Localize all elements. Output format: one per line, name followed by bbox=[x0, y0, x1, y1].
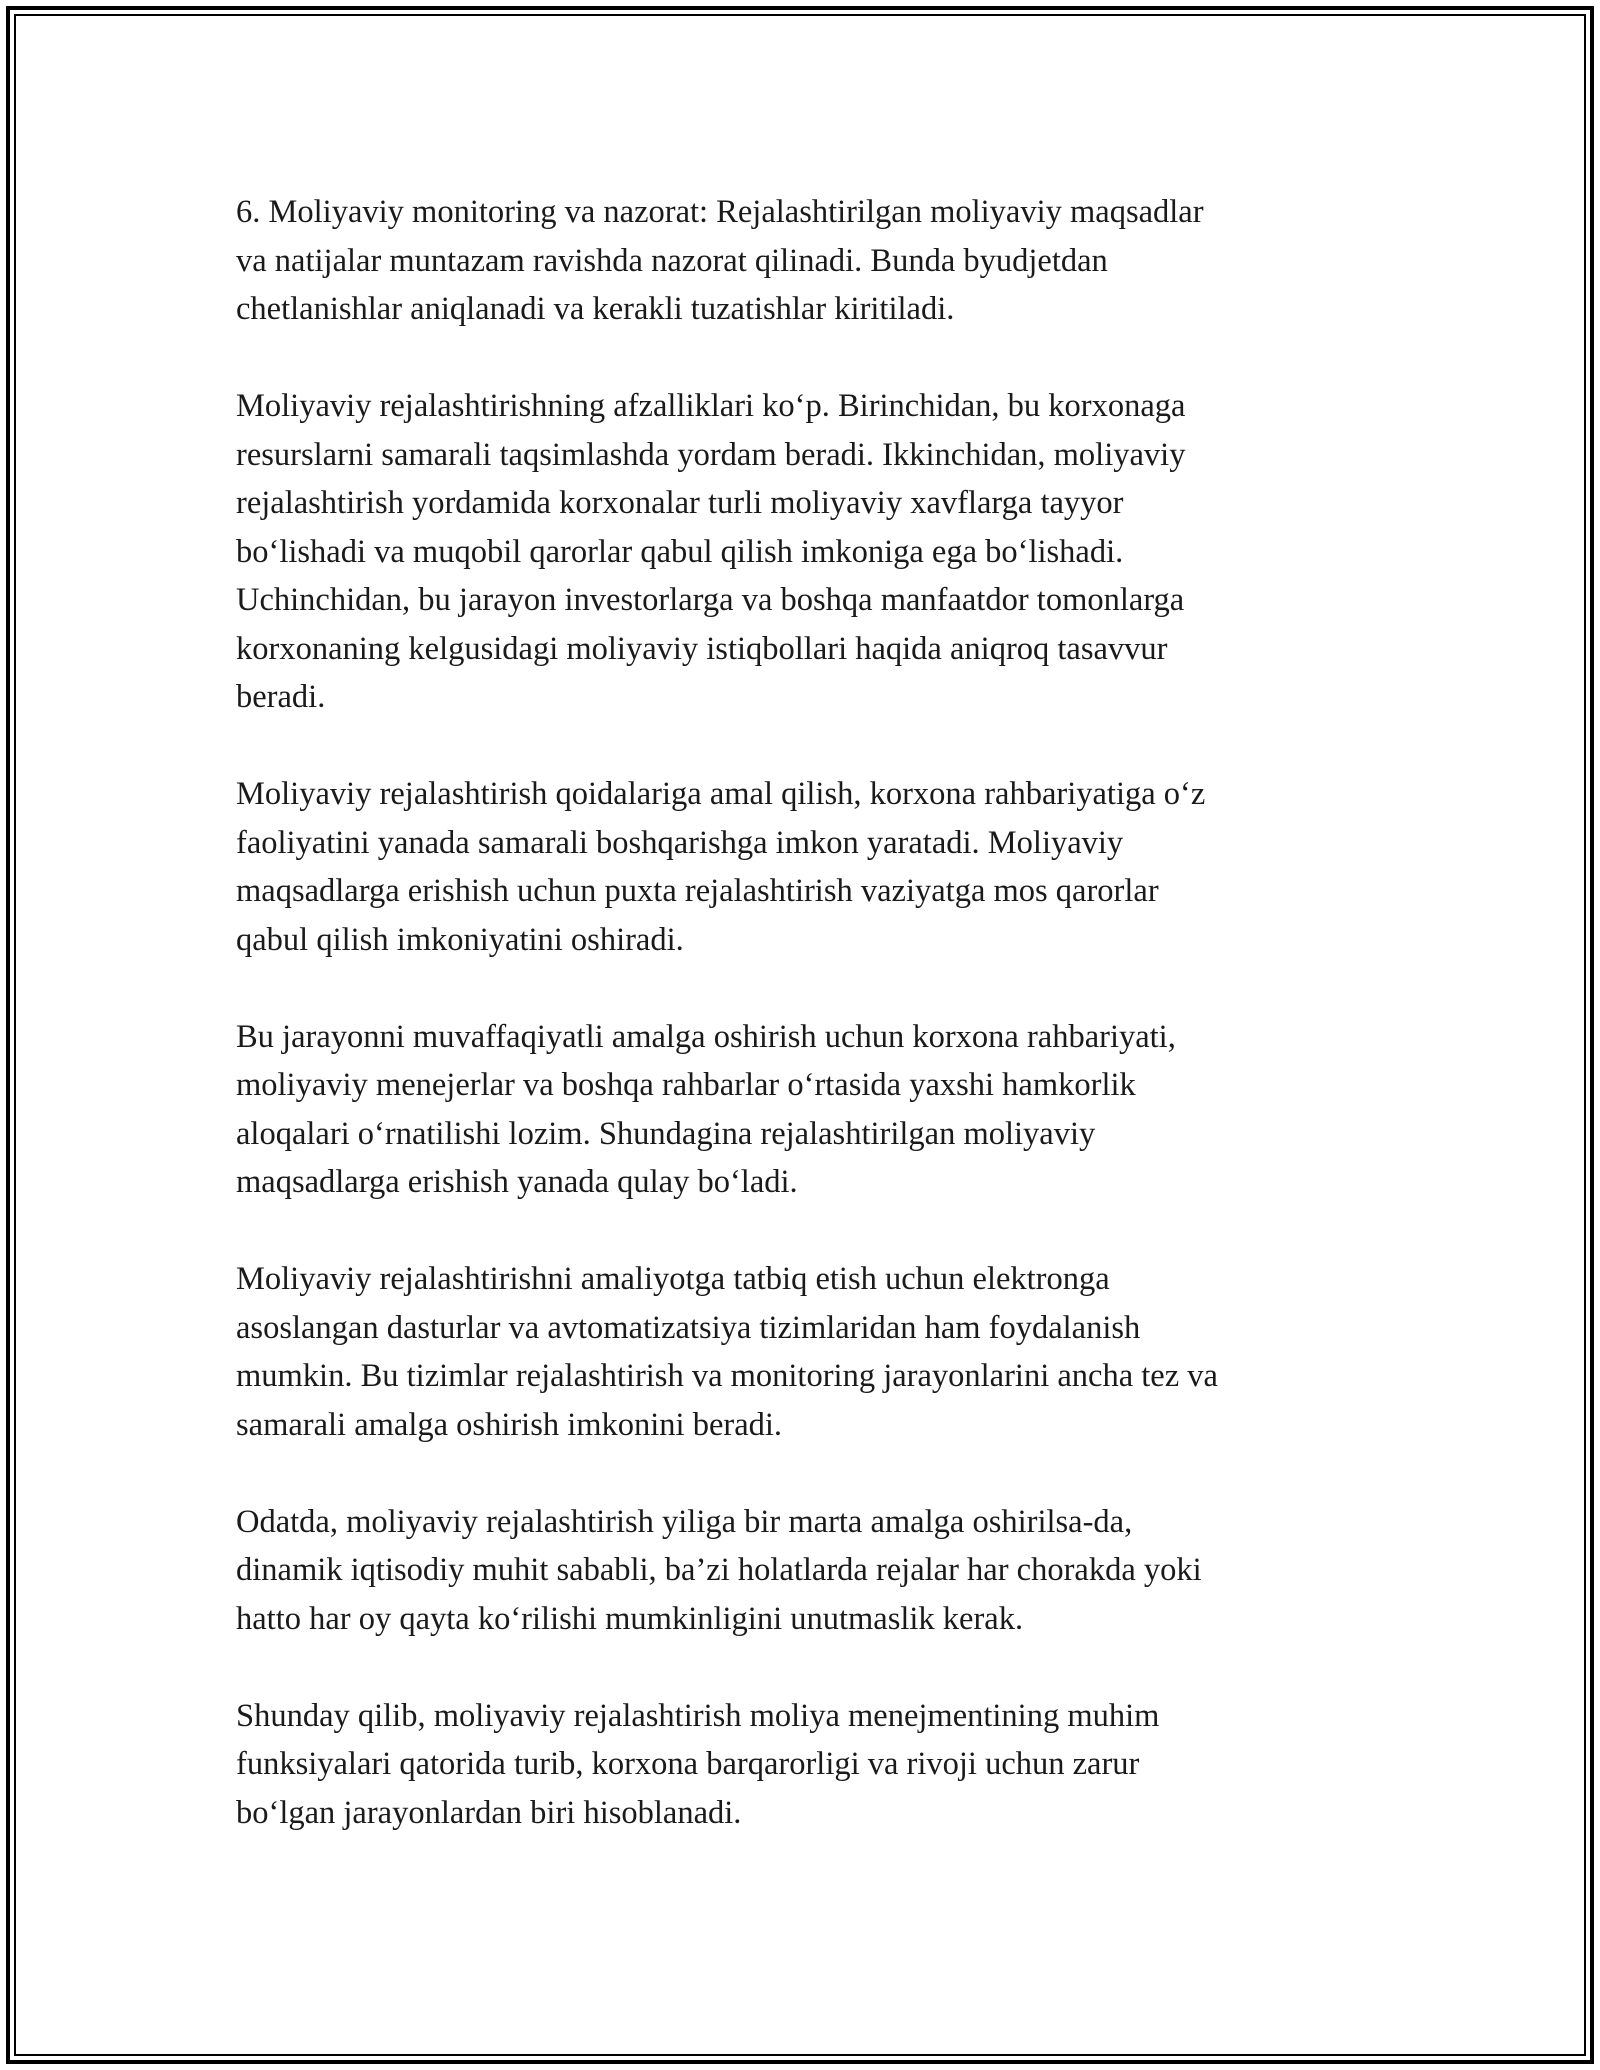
paragraph-conclusion: Shunday qilib, moliyaviy rejalashtirish moliya menejmentining muhim funksiyalari qatorida turib, korxona barqarorligi va rivoji uchun zarur bo‘lgan jarayonlardan biri hisoblanadi. bbox=[236, 1697, 1160, 1831]
paragraph-monitoring: 6. Moliyaviy monitoring va nazorat: Rejalashtirilgan moliyaviy maqsadlar va natijalar muntazam ravishda nazorat qilinadi. Bunda byudjetdan chetlanishlar aniqlanadi va kerakli tuzatishlar kiritiladi. bbox=[236, 194, 1204, 327]
paragraph-advantages: Moliyaviy rejalashtirishning afzalliklari ko‘p. Birinchidan, bu korxonaga resurslarni samarali taqsimlashda yordam beradi. Ikkinchidan, moliyaviy rejalashtirish yordamida korxonalar turli moliyaviy xavflarga tayyor bo‘lishadi va muqobil qarorlar qabul qilish imkoniga ega bo‘lishadi. Uchinchidan, bu jarayon investorlarga va boshqa manfaatdor tomonlarga korxonaning kelgusidagi moliyaviy istiqbollari haqida aniqroq tasavvur beradi. bbox=[236, 388, 1186, 715]
paragraph-cooperation: Bu jarayonni muvaffaqiyatli amalga oshirish uchun korxona rahbariyati, moliyaviy menejerlar va boshqa rahbarlar o‘rtasida yaxshi hamkorlik aloqalari o‘rnatilishi lozim. Shundagina rejalashtirilgan moliyaviy maqsadlarga erishish yanada qulay bo‘ladi. bbox=[236, 1018, 1176, 1200]
paragraph-rules: Moliyaviy rejalashtirish qoidalariga amal qilish, korxona rahbariyatiga o‘z faoliyatini yanada samarali boshqarishga imkon yaratadi. Moliyaviy maqsadlarga erishish uchun puxta rejalashtirish vaziyatga mos qarorlar qabul qilish imkoniyatini oshiradi. bbox=[236, 776, 1206, 958]
paragraph-frequency: Odatda, moliyaviy rejalashtirish yiliga bir marta amalga oshirilsa-da, dinamik iqtisodiy muhit sababli, ba’zi holatlarda rejalar har chorakda yoki hatto har oy qayta ko‘rilishi mumkinligini unutmaslik kerak. bbox=[236, 1503, 1202, 1637]
document-body bbox=[236, 188, 1356, 1837]
paragraph-automation: Moliyaviy rejalashtirishni amaliyotga tatbiq etish uchun elektronga asoslangan dasturlar va avtomatizatsiya tizimlaridan ham foydalanish mumkin. Bu tizimlar rejalashtirish va monitoring jarayonlarini ancha tez va samarali amalga oshirish imkonini beradi. bbox=[236, 1261, 1218, 1443]
